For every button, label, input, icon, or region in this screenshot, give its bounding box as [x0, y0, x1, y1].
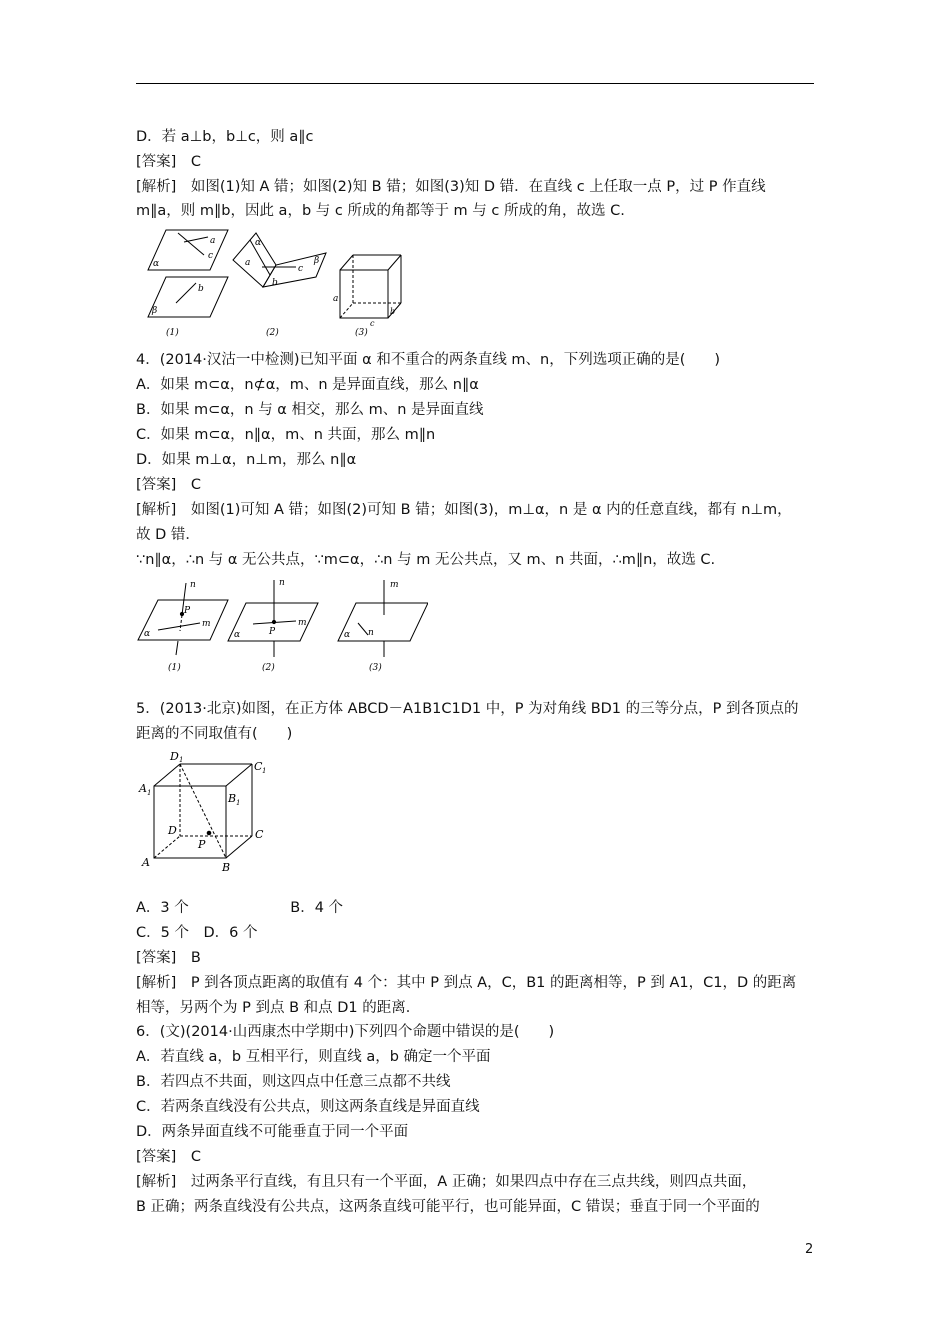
cube-label-A1: A [139, 782, 147, 795]
cube-label-P: P [198, 838, 206, 851]
fig1-label-b: b [198, 284, 204, 294]
option-a: A．如果 m⊂α，n⊄α，m、n 是异面直线，那么 n∥α [136, 377, 479, 393]
fig2-2-label-alpha: α [234, 630, 241, 640]
option-c: C．若两条直线没有公共点，则这两条直线是异面直线 [136, 1099, 480, 1115]
figure-planes-2 [128, 575, 428, 675]
fig1-label-c: c [208, 251, 214, 261]
cube-label-B: B [222, 861, 231, 874]
text-line: D．若 a⊥b，b⊥c，则 a∥c [136, 129, 314, 145]
fig2-2-label-m: m [298, 618, 307, 628]
fig3-label-c: c [370, 319, 375, 328]
fig1-caption-2: (2) [266, 328, 279, 338]
figure-cube [136, 748, 276, 878]
option-c: C．如果 m⊂α，n∥α，m、n 共面，那么 m∥n [136, 427, 436, 443]
question-5-stem-cont: 距离的不同取值有( ) [136, 726, 293, 742]
page-number: 2 [805, 1242, 814, 1257]
figure-planes-1 [138, 225, 418, 340]
question-4-stem: 4．(2014·汉沽一中检测)已知平面 α 和不重合的两条直线 m、n，下列选项正确的是( ) [136, 352, 721, 368]
option-d: D．如果 m⊥α，n⊥m，那么 n∥α [136, 452, 357, 468]
cube-label-A: A [142, 856, 150, 869]
analysis-line: 故 D 错． [136, 527, 200, 543]
fig2-caption-3: (3) [369, 663, 382, 673]
options-ab: A．3 个 B．4 个 [136, 900, 344, 916]
analysis-line: [解析] P 到各顶点距离的取值有 4 个：其中 P 到点 A，C，B1 的距离相等，P 到 A1，C1，D 的距离 [136, 975, 797, 991]
fig2-3-label-n: n [368, 628, 374, 638]
analysis-line: [解析] 如图(1)可知 A 错；如图(2)可知 B 错；如图(3)，m⊥α，n 是 α 内的任意直线，都有 n⊥m， [136, 502, 792, 518]
fig2-3-label-alpha: α [344, 630, 351, 640]
analysis-line: ∵n∥α，∴n 与 α 无公共点，∵m⊂α，∴n 与 m 无公共点，又 m、n 共面，∴m∥n，故选 C. [136, 552, 716, 568]
text-line: [解析] 如图(1)知 A 错；如图(2)知 B 错；如图(3)知 D 错．在直线 c 上任取一点 P，过 P 作直线 [136, 179, 766, 195]
option-a: A．若直线 a，b 互相平行，则直线 a，b 确定一个平面 [136, 1049, 491, 1065]
cube-label-C1: C [254, 760, 263, 773]
analysis-line: [解析] 过两条平行直线，有且只有一个平面，A 正确；如果四点中存在三点共线，则四点共面， [136, 1174, 757, 1190]
fig2-1-label-alpha: α [144, 629, 151, 639]
fig2-1-label-m: m [202, 619, 211, 629]
fig2-caption-2: (2) [262, 663, 275, 673]
text-line: [答案] C [136, 154, 201, 170]
fig3-label-b: b [390, 307, 396, 316]
fig2-caption-1: (1) [168, 663, 181, 673]
fig2-label-beta: β [314, 256, 320, 266]
fig2-2-label-n: n [279, 578, 285, 588]
cube-label-B1: B [228, 792, 237, 805]
option-d: D．两条异面直线不可能垂直于同一个平面 [136, 1124, 409, 1140]
question-5-stem: 5．(2013·北京)如图，在正方体 ABCD－A1B1C1D1 中，P 为对角线 BD1 的三等分点，P 到各顶点的 [136, 701, 799, 717]
fig1-label-beta: β [152, 306, 158, 316]
analysis-line: 相等，另两个为 P 到点 B 和点 D1 的距离． [136, 1000, 421, 1016]
fig2-3-label-m: m [390, 580, 399, 590]
cube-label-D: D [168, 824, 177, 837]
fig2-2-label-P: P [269, 627, 276, 637]
fig2-1-label-n: n [190, 580, 196, 590]
fig1-label-a: a [210, 236, 216, 246]
fig2-label-alpha: α [255, 238, 262, 248]
option-b: B．如果 m⊂α，n 与 α 相交，那么 m、n 是异面直线 [136, 402, 484, 418]
cube-label-C1-sub: 1 [262, 767, 267, 775]
cube-label-A1-sub: 1 [147, 789, 152, 797]
fig1-caption-3: (3) [355, 328, 368, 338]
option-b: B．若四点不共面，则这四点中任意三点都不共线 [136, 1074, 451, 1090]
fig2-label-b: b [272, 278, 278, 288]
fig2-label-c: c [298, 264, 304, 274]
cube-label-D1: D [170, 750, 179, 763]
cube-label-B1-sub: 1 [236, 799, 241, 807]
fig2-label-a: a [245, 258, 251, 268]
cube-label-C: C [255, 828, 264, 841]
answer-line: [答案] C [136, 477, 201, 493]
fig1-caption-1: (1) [166, 328, 179, 338]
cube-label-D1-sub: 1 [179, 756, 184, 764]
options-cd: C．5 个 D．6 个 [136, 925, 258, 941]
fig2-1-label-P: P [184, 606, 191, 616]
text-line: m∥a，则 m∥b，因此 a，b 与 c 所成的角都等于 m 与 c 所成的角，故选 C. [136, 203, 625, 219]
answer-line: [答案] B [136, 950, 201, 966]
fig1-label-alpha: α [153, 259, 160, 269]
header-rule [136, 83, 814, 84]
fig3-label-a: a [333, 294, 339, 304]
analysis-line: B 正确；两条直线没有公共点，这两条直线可能平行，也可能异面，C 错误；垂直于同一个平面的 [136, 1199, 760, 1215]
answer-line: [答案] C [136, 1149, 201, 1165]
question-6-stem: 6．(文)(2014·山西康杰中学期中)下列四个命题中错误的是( ) [136, 1024, 555, 1040]
